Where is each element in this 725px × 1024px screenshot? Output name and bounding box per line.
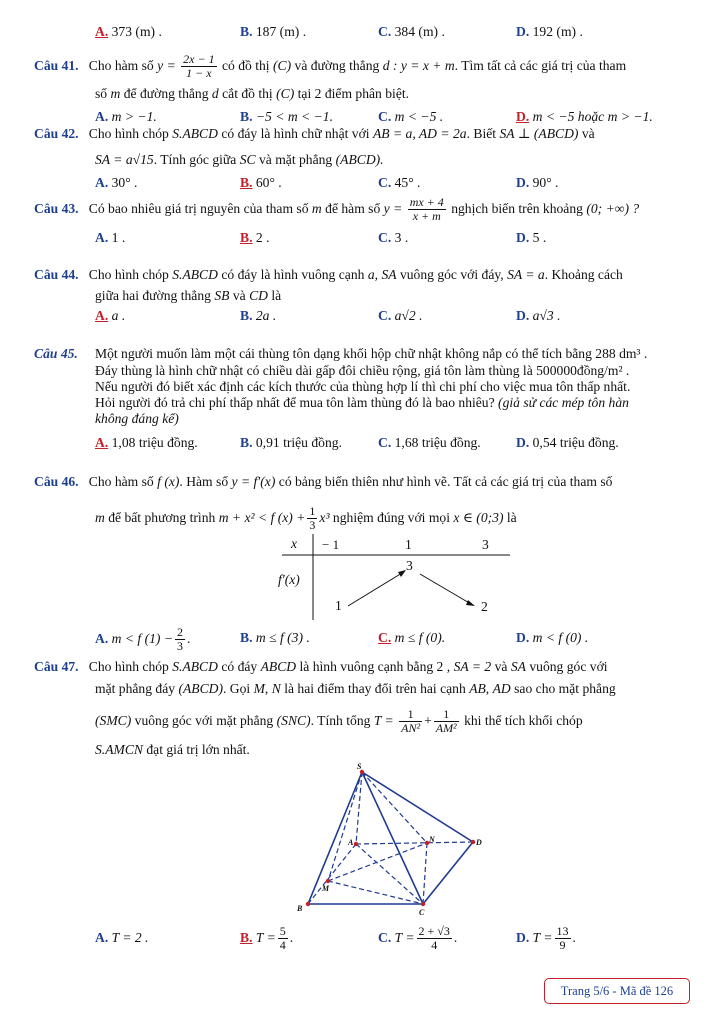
option-label: C.	[378, 175, 392, 190]
option-text: 30° .	[111, 175, 138, 190]
option-label: A.	[95, 435, 109, 450]
q45-option-b[interactable]	[240, 435, 342, 451]
question-number: Câu 45.	[34, 346, 78, 361]
segment-sm	[328, 772, 362, 881]
math: y = f′(x)	[231, 474, 276, 489]
denominator: 3	[177, 639, 184, 654]
point-a	[354, 842, 358, 846]
option-text: T =	[255, 929, 276, 945]
option-label: D.	[516, 24, 530, 39]
option-label: A.	[95, 175, 109, 190]
numerator: 2x − 1	[183, 52, 215, 66]
q45-line-4	[95, 395, 691, 411]
option-label: B.	[240, 630, 253, 645]
math: +	[424, 712, 432, 728]
question-number: Câu 43.	[34, 200, 79, 216]
math: (ABCD).	[335, 152, 384, 167]
q42-option-a[interactable]	[95, 175, 137, 191]
math: SA = a√15	[95, 152, 154, 167]
text: và đường thẳng	[294, 57, 380, 73]
increase-arrow-head	[398, 570, 406, 577]
option-text: 90° .	[532, 175, 559, 190]
option-text: T =	[394, 929, 415, 945]
q42-option-b[interactable]	[240, 175, 282, 191]
text: ,	[264, 681, 269, 696]
math: y =	[157, 57, 176, 73]
denominator: 3	[309, 518, 316, 533]
q46-line-2	[95, 505, 517, 532]
option-label: D.	[516, 929, 530, 945]
q43-option-d[interactable]	[516, 230, 546, 246]
option-text: −5 < m < −1.	[255, 109, 333, 124]
text: Cho hàm số	[88, 474, 154, 489]
numerator: 1	[407, 707, 414, 721]
denominator: 9	[555, 938, 571, 952]
math: SA	[381, 267, 397, 282]
text: ,	[485, 681, 490, 696]
option-label: D.	[516, 230, 530, 245]
option-label: B.	[240, 24, 253, 39]
q44-line-2	[95, 288, 281, 304]
option-text: m ≤ f (3) .	[255, 630, 310, 645]
math: CD	[249, 288, 268, 303]
q43-option-b[interactable]	[240, 230, 269, 246]
option-text: m ≤ f (0).	[394, 630, 446, 645]
option-label: A.	[95, 230, 109, 245]
text: và	[232, 288, 246, 303]
option-label: A.	[95, 308, 109, 323]
numerator: 2	[177, 625, 184, 639]
fraction	[278, 925, 288, 952]
text: có đồ thị	[222, 57, 270, 73]
math: SC	[239, 152, 256, 167]
math: m	[95, 509, 105, 525]
text: .	[572, 929, 576, 945]
point-d	[471, 840, 475, 844]
math: (SNC)	[276, 712, 311, 728]
text: .	[289, 929, 294, 945]
numerator: 1	[443, 707, 450, 721]
q41-option-b[interactable]	[240, 109, 333, 125]
denominator: 4	[279, 938, 286, 953]
label-a: A	[348, 838, 354, 847]
text: đạt giá trị lớn nhất.	[146, 742, 250, 757]
option-label: B.	[240, 109, 253, 124]
math: (SMC)	[95, 712, 132, 728]
fraction	[417, 925, 452, 952]
math: S.ABCD	[172, 659, 218, 674]
numerator: 1	[309, 504, 316, 518]
q41-line-1	[34, 53, 626, 80]
option-text: 187 (m) .	[255, 24, 307, 39]
q47-line-2	[95, 681, 616, 697]
segment-mc	[328, 881, 423, 904]
text: Hỏi người đó trả chi phí thấp nhất để mua tôn làm thùng đó là bao nhiêu?	[95, 395, 495, 410]
question-number: Câu 42.	[34, 126, 79, 141]
q40-option-c[interactable]	[378, 24, 445, 40]
numerator: mx + 4	[409, 195, 444, 209]
label-s: S	[357, 762, 362, 771]
option-label: A.	[95, 630, 109, 646]
table-value-max: 3	[406, 558, 413, 573]
text: có đáy là hình chữ nhật với	[221, 126, 370, 141]
text: nghịch biến trên khoảng	[451, 200, 583, 216]
text: tại 2 điểm phân biệt.	[297, 86, 410, 101]
text: là hình vuông cạnh bằng 2 ,	[299, 659, 451, 674]
math: d : y = x + m	[382, 57, 455, 73]
math: SA = 2	[453, 659, 492, 674]
math: y =	[383, 200, 403, 216]
variation-table	[278, 534, 512, 620]
table-x-value-1: − 1	[322, 537, 340, 552]
text: nghiệm đúng với mọi	[332, 509, 450, 525]
math: m + x² < f (x) +	[218, 509, 306, 525]
table-x-value-3: 3	[482, 537, 489, 552]
math: (C)	[272, 57, 292, 73]
text: để bất phương trình	[108, 509, 216, 525]
q46-option-a[interactable]	[95, 626, 190, 653]
math: SB	[214, 288, 230, 303]
page-footer-badge: Trang 5/6 - Mã đề 126	[544, 978, 690, 1004]
option-text: 384 (m) .	[394, 24, 445, 39]
numerator: 5	[279, 924, 286, 938]
math: S.AMCN	[95, 742, 143, 757]
math: (ABCD)	[178, 681, 223, 696]
math: T =	[373, 712, 394, 728]
option-label: C.	[378, 929, 392, 945]
text: Cho hàm số	[88, 57, 154, 73]
option-label: D.	[516, 435, 530, 450]
option-label: D.	[516, 630, 530, 645]
math: f (x)	[157, 474, 180, 489]
option-text: 2a .	[255, 308, 277, 323]
math: AB	[469, 681, 486, 696]
label-n: N	[429, 835, 435, 844]
q45-line-2: Đáy thùng là hình chữ nhật có chiều dài gấp đôi chiều rộng, giá tôn làm thùng là 500000đồng/m² .	[95, 363, 630, 378]
option-label: C.	[378, 109, 392, 124]
option-label: C.	[378, 630, 392, 645]
q43-option-c[interactable]	[378, 230, 408, 246]
q46-line-1	[34, 474, 612, 490]
text: . Gọi	[222, 681, 251, 696]
numerator: 2 + √3	[418, 924, 450, 938]
math: x ∈ (0;3)	[453, 509, 504, 525]
denominator: AM²	[435, 721, 457, 736]
text: mặt phẳng đáy	[95, 681, 176, 696]
option-text: 3 .	[394, 230, 409, 245]
option-label: C.	[378, 435, 392, 450]
fraction	[555, 925, 571, 952]
option-label: C.	[378, 308, 392, 323]
math: SA	[510, 659, 526, 674]
increase-arrow	[348, 573, 402, 606]
text: để hàm số	[325, 200, 381, 216]
option-label: D.	[516, 175, 530, 190]
q41-option-a[interactable]	[95, 109, 157, 125]
option-text: T =	[532, 929, 553, 945]
numerator: 13	[556, 924, 569, 938]
option-text: m < −5 hoặc m > −1.	[532, 109, 653, 124]
text: là	[506, 509, 517, 525]
text: có bảng biến thiên như hình vẽ. Tất cả các giá trị của tham số	[278, 474, 613, 489]
segment-mn	[328, 843, 427, 881]
q45-line-1: Một người muốn làm một cái thùng tôn dạng khối hộp chữ nhật không nắp có thể tích bằng 288 dm³ .	[95, 346, 648, 361]
q47-option-a[interactable]	[95, 930, 149, 946]
math: d	[211, 86, 219, 101]
option-text: 0,91 triệu đồng.	[255, 435, 342, 450]
option-text: 1 .	[111, 230, 126, 245]
q44-option-d[interactable]	[516, 308, 560, 324]
option-text: 373 (m) .	[111, 24, 162, 39]
question-number: Câu 44.	[34, 267, 79, 282]
option-text: 2 .	[255, 230, 270, 245]
text: và mặt phẳng	[259, 152, 333, 167]
decrease-arrow-head	[466, 600, 475, 606]
text: là	[271, 288, 282, 303]
q42-line-1	[34, 126, 595, 142]
point-m	[326, 879, 330, 883]
option-label: A.	[95, 24, 109, 39]
text: Cho hình chóp	[88, 126, 169, 141]
math: M	[253, 681, 265, 696]
table-value-end: 2	[481, 599, 488, 614]
text: và	[581, 126, 595, 141]
math: ABCD	[260, 659, 297, 674]
math: m	[311, 200, 322, 216]
option-text: 45° .	[394, 175, 421, 190]
label-b: B	[297, 904, 303, 913]
option-label: C.	[378, 24, 392, 39]
edge-ab	[308, 844, 356, 904]
edge-sb	[308, 772, 362, 904]
q40-option-b[interactable]	[240, 24, 306, 40]
text: . Khoảng cách	[544, 267, 623, 282]
option-label: D.	[516, 109, 530, 124]
denominator: x + m	[408, 209, 446, 223]
fraction	[307, 505, 317, 532]
option-label: B.	[240, 929, 253, 945]
text: cắt đồ thị	[222, 86, 273, 101]
q47-line-1	[34, 659, 608, 675]
option-text: m < f (0) .	[532, 630, 589, 645]
text: . Biết	[466, 126, 497, 141]
text: vuông góc với đáy,	[399, 267, 504, 282]
q43-option-a[interactable]	[95, 230, 125, 246]
option-label: A.	[95, 930, 109, 945]
q44-option-c[interactable]	[378, 308, 422, 324]
segment-ac	[356, 844, 423, 904]
math: AB = a, AD = 2a	[372, 126, 467, 141]
option-text: m < −5 .	[394, 109, 444, 124]
q47-line-3	[95, 708, 583, 735]
text: . Tính tổng	[310, 712, 371, 728]
text: có đáy là hình vuông cạnh	[221, 267, 365, 282]
math: SA = a	[507, 267, 545, 282]
math: N	[271, 681, 281, 696]
denominator: 4	[417, 938, 452, 952]
option-label: B.	[240, 230, 253, 245]
question-number: Câu 46.	[34, 474, 79, 489]
q45-line-5: không đáng kể)	[95, 411, 179, 426]
option-text: T = 2 .	[111, 930, 149, 945]
math: x³	[319, 509, 330, 525]
q42-option-d[interactable]	[516, 175, 558, 191]
q44-option-b[interactable]	[240, 308, 276, 324]
text: . Hàm số	[179, 474, 229, 489]
math: a	[367, 267, 375, 282]
q43-line-1	[34, 196, 639, 223]
fraction	[399, 708, 422, 735]
label-m: M	[322, 884, 330, 893]
q44-option-a[interactable]	[95, 308, 125, 324]
text: Cho hình chóp	[88, 659, 169, 674]
option-label: A.	[95, 109, 109, 124]
math: S.ABCD	[172, 267, 218, 282]
label-c: C	[419, 908, 425, 917]
note: (giả sử các mép tôn hàn	[498, 395, 629, 410]
text: và	[494, 659, 508, 674]
text: khi thể tích khối chóp	[464, 712, 583, 728]
math: S.ABCD	[172, 126, 218, 141]
text: .	[453, 929, 458, 945]
fraction	[408, 196, 446, 223]
q46-option-b[interactable]	[240, 630, 310, 646]
q46-option-c[interactable]	[378, 630, 445, 646]
q42-option-c[interactable]	[378, 175, 420, 191]
table-x-value-2: 1	[405, 537, 412, 552]
math: (0; +∞) ?	[586, 200, 640, 216]
option-label: B.	[240, 435, 253, 450]
text: ,	[374, 267, 379, 282]
point-b	[306, 902, 310, 906]
q47-option-d[interactable]	[516, 925, 576, 952]
option-text: 1,68 triệu đồng.	[394, 435, 481, 450]
math: AD	[492, 681, 511, 696]
text: có đáy	[221, 659, 258, 674]
text: Có bao nhiêu giá trị nguyên của tham số	[88, 200, 309, 216]
label-d: D	[476, 838, 482, 847]
text: .	[187, 630, 191, 646]
table-value-start: 1	[335, 598, 342, 613]
q45-line-3: Nếu người đó biết xác định các kích thước của thùng hợp lí thì chi phí cho việc mua tôn thấp nhất.	[95, 379, 631, 394]
q40-option-d[interactable]	[516, 24, 583, 40]
text: . Tính góc giữa	[153, 152, 237, 167]
option-text: a√2 .	[394, 308, 423, 323]
denominator: 1 − x	[181, 66, 216, 80]
point-c	[421, 902, 425, 906]
q47-option-b[interactable]	[240, 925, 293, 952]
math: m	[110, 86, 121, 101]
option-text: a√3 .	[532, 308, 561, 323]
question-number: Câu 41.	[34, 57, 79, 73]
question-number: Câu 47.	[34, 659, 79, 674]
option-text: 0,54 triệu đồng.	[532, 435, 619, 450]
text: vuông góc với mặt phẳng	[134, 712, 274, 728]
option-label: B.	[240, 175, 253, 190]
option-text: 1,08 triệu đồng.	[111, 435, 198, 450]
decrease-arrow	[420, 574, 471, 604]
text: Cho hình chóp	[88, 267, 169, 282]
text: vuông góc với	[529, 659, 608, 674]
fraction	[181, 53, 216, 80]
denominator: AN²	[401, 721, 421, 736]
text: số	[95, 86, 108, 101]
edge-cd	[423, 842, 473, 904]
option-text: 60° .	[255, 175, 282, 190]
text: để đường thẳng	[123, 86, 209, 101]
variation-table-lines	[282, 534, 512, 620]
text: giữa hai đường thẳng	[95, 288, 211, 303]
q41-option-d[interactable]	[516, 109, 653, 125]
math: (C)	[276, 86, 295, 101]
q41-line-2	[95, 86, 409, 102]
fraction	[434, 708, 459, 735]
segment-nc	[423, 843, 427, 904]
q40-option-a[interactable]	[95, 24, 162, 40]
q44-line-1	[34, 267, 623, 283]
text: sao cho mặt phẳng	[514, 681, 616, 696]
pyramid-figure	[290, 760, 500, 920]
option-text: 5 .	[532, 230, 547, 245]
math: SA ⊥ (ABCD)	[499, 126, 579, 141]
edge-ad	[356, 842, 473, 844]
option-label: C.	[378, 230, 392, 245]
q47-option-c[interactable]	[378, 925, 457, 952]
option-text: m > −1.	[111, 109, 157, 124]
q47-line-4	[95, 742, 250, 758]
q41-option-c[interactable]	[378, 109, 443, 125]
q45-option-a[interactable]	[95, 435, 198, 451]
option-text: 192 (m) .	[532, 24, 583, 39]
option-label: D.	[516, 308, 530, 323]
q45-option-d[interactable]	[516, 435, 619, 451]
option-text: m < f (1) −	[111, 630, 174, 646]
option-label: B.	[240, 308, 253, 323]
option-text: a .	[111, 308, 126, 323]
q45-option-c[interactable]	[378, 435, 481, 451]
table-head-x: x	[291, 536, 298, 551]
q42-line-2	[95, 152, 384, 168]
fraction	[175, 626, 185, 653]
text: là hai điểm thay đổi trên hai cạnh	[284, 681, 466, 696]
q46-option-d[interactable]	[516, 630, 588, 646]
text: . Tìm tất cả các giá trị của tham	[454, 57, 627, 73]
table-head-fprime: f′(x)	[278, 572, 300, 587]
